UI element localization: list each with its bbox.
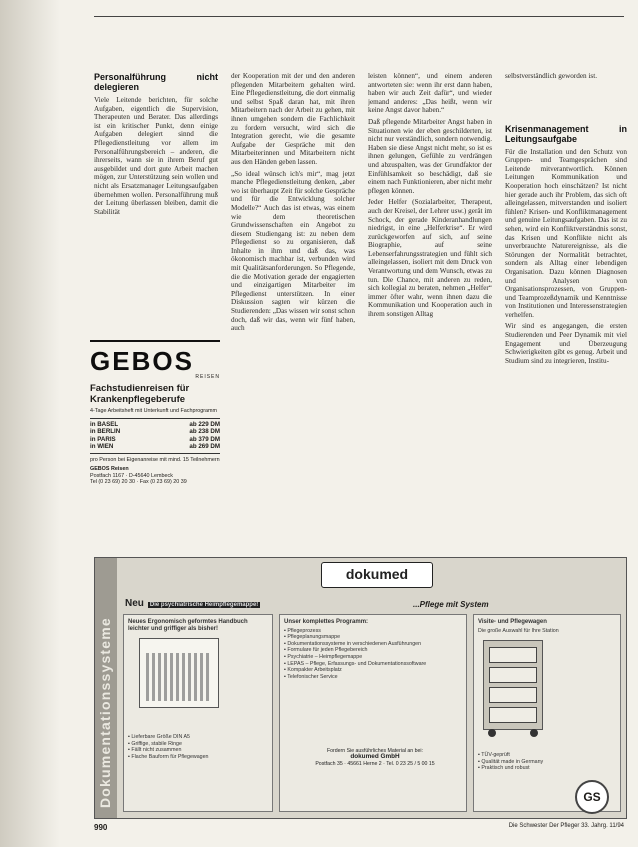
list-item: ▪ LEPAS – Pflege, Erfassungs- und Dokumentationssoftware [284,661,462,668]
list-item: ▪ Pflegeprozess [284,628,462,635]
list-item: ▪ Qualität made in Germany [478,759,616,766]
gebos-price-list [90,418,220,454]
cart-wheel [530,729,538,737]
price-value: ab 229 DM [189,420,220,428]
panel-title: Neues Ergonomisch geformtes Handbuch leichter und griffiger als bisher! [128,619,248,632]
panel-list [128,734,268,760]
column-4-paragraph: selbstverständlich geworden ist. [505,72,598,80]
cart-wheel [488,729,496,737]
price-row [90,428,220,436]
filing-cabinet-image [139,638,219,708]
list-item: ▪ Psychiatrie – Heimpflegemappe [284,654,462,661]
address-company: dokumed GmbH [350,753,400,761]
top-rule [94,16,624,17]
page-shadow [0,0,60,847]
gebos-address: Postfach 1167 · D-45640 Lembeck [90,472,173,479]
column-4 [505,72,627,542]
ad-new-text: Neu [125,598,144,609]
price-row [90,443,220,451]
panel-list [284,628,462,681]
price-value: ab 238 DM [189,428,220,436]
gebos-headline: Fachstudienreisen für Krankenpflegeberufe [90,383,190,405]
gebos-intro: 4-Tage Arbeitsheft mit Unterkunft und Fachprogramm [90,408,218,414]
price-value: ab 269 DM [189,443,220,451]
column-2-paragraph: „So ideal wünsch ich's mir“, mag jetzt manche Pflegedienstleitung denken, „aber wo ist überhaupt Zeit für solche Gespräche und für die Entwicklung solcher Modelle?“ Auch das ist etwas, was einem wie dem theoretischen Grundwissenschaften ein Angebot zu diesem Studiengang ist: zu neben dem Pflegedienst so zu organisieren, daß Inhalte in ihm und daß das, was ökonomisch machbar ist, verbunden wird mit Qualitätsanforderungen. So Pflegende, die die Motivation gerade der engagierten und einzigartigen Mitarbeiter im Pflegedienst unterstützen. In einer Diskussion sagten wir kürzen die Studierenden: „Das wissen wir sonst schon doch, daß wir das, wenn wir fünf haben, auch [231,169,355,333]
list-item: ▪ Formulare für jeden Pflegebereich [284,647,462,654]
heading-krisenmanagement: Krisenmanagement in Leitungsaufgabe [505,123,627,144]
column-1-text: Viele Leitende berichten, für solche Aufgaben, eigentlich die Supervision, Therapeuten und Berater. Das allerdings ist ein kritischer Punkt, denn einige Aufgaben delegiert sinnd die Pflegedienstleitung vor allem im Personalführungsbereich – anderen, die ihrerseits, wann sie in ihrem Beruf gut ausgebildet und dort gute Arbeit machen mögen, zur Unterstützung sein wollen und nicht als Ersatzmanager Leitungsaufgaben übernehmen wollen. Personalführung muß der Leitung überlassen bleiben, damit die Stabilität [94,96,218,216]
column-3-paragraph: Daß pflegende Mitarbeiter Angst haben in Situationen wie der eben geschilderten, ist nicht nur verständlich, sondern notwendig. Haben sie diese Angst nicht mehr, so ist es ihnen gelungen, Gefühle zu verdrängen und abzuspalten, was der Grundfaktor der Einfühlsamkeit so beschädigt, daß sie einem nach Funktionieren, aber nicht mehr pflegen können. [368,117,492,195]
list-item: ▪ Fällt nicht zusammen [128,747,268,754]
cart-drawer [489,707,537,723]
gebos-company: GEBOS Reisen [90,466,129,473]
list-item: ▪ Pflegeplanungsmappe [284,634,462,641]
panel-list [478,752,616,772]
panel-title: Visite- und Pflegewagen [478,619,547,625]
column-4-paragraph: Wir sind es angegangen, die ersten Studierenden und Peer Dynamik mit viel Engagement und Überzeugung Schwierigkeiten gibt es genug. Arbeit und Studium sind zu integrieren, Institu- [505,322,627,365]
dokumed-address [287,748,463,767]
panel-title: Unser komplettes Programm: [284,619,369,625]
list-item: ▪ Griffige, stabile Ringe [128,741,268,748]
list-item: ▪ Dokumentationssysteme in verschiedenen Ausführungen [284,641,462,648]
price-row [90,421,220,429]
page-number: 990 [94,823,108,832]
list-item: ▪ Praktisch und robust [478,765,616,772]
column-1 [94,72,218,322]
ad-sidebar [95,558,117,818]
column-2 [231,72,355,542]
price-city: in BERLIN [90,428,121,436]
cart-drawer [489,687,537,703]
price-row [90,436,220,444]
dokumed-advertisement [94,557,627,819]
ad-sidebar-text: Dokumentationssysteme [97,617,113,808]
heading-personalfuehrung: Personalführung nicht delegieren [94,72,218,92]
gebos-phone: Tel (0 23 69) 20 30 · Fax (0 23 69) 20 39 [90,479,187,486]
gebos-note: pro Person bei Eigenanreise mit mind. 15 Teilnehmern [90,456,220,463]
nursing-cart-image [483,640,543,730]
column-4-paragraph: Für die Installation und den Schutz von Gruppen- und Teamgesprächen sind Leitende mitverantwortlich. Können Leitungen Kommunikation und Kooperation hoch einschätzen? Ist nicht hier gerade auch ihr Problem, das sich oft alleingelassen, mitverstanden und isoliert fühlen? Krisen- und Konfliktmanagement und genuine Leitungsaufgaben. Das ist zu sehen, wird ein Konfliktverständnis sonst, das Krisen und Konflikte nicht als unverbrauchte Naturereignisse, als die Störungen der Normalität betrachtet, sondern als Alltag einer lebendigen Organisation. Dazu können Diagnosen und Analysen von Organisationsprozessen, von Gruppen- und Teamprozeßdynamik und Kenntnisse von Institutionen und Interessenstrategien verhelfen. [505,147,627,319]
ad-new-label [125,598,260,609]
list-item: ▪ Flache Bauform für Pflegewagen [128,754,268,761]
address-line: Postfach 35 · 45661 Herne 2 · Tel. 0 23 25 / 5 00 15 [315,760,435,767]
journal-footer: Die Schwester Der Pfleger 33. Jahrg. 11/94 [508,823,624,829]
cabinet-tabs [146,653,212,701]
price-value: ab 379 DM [189,435,220,443]
column-3 [368,72,492,542]
column-3-paragraph: leisten können“, und einem anderen antworteten sie: wenn ihr erst dann haben, haben wir auch Zeit dafür“, und wieder jemand anderes: „Das heißt, wenn wir keine Angst davor haben.“ [368,72,492,115]
ad-slogan: ...Pflege mit System [413,600,489,609]
ad-new-tag: Die psychiatrische Heimpflegemappe! [149,602,259,608]
gebos-advertisement [90,340,220,530]
panel-subtitle: Die große Auswahl für Ihre Station [478,627,559,634]
cart-drawer [489,667,537,683]
column-spacer [505,84,627,124]
column-2-paragraph: der Kooperation mit der und den anderen pflegenden Mitarbeitern gehalten wird. Eine Pflegedienstleitung, die dort einmalig und selbst Spaß daran hat, mit ihren Mitarbeitern nach der Arbeit zu gehen, mit ihnen umgehen sondern die Fachlichkeit zu fordern versucht, wird sich die Integration gerecht, wie die gesamte Aufgabe der Gespräche mit den Mitarbeiterinnen und Mitarbeitern nicht aus den Händen geben lassen. [231,72,355,166]
column-3-paragraph: Jeder Helfer (Sozialarbeiter, Therapeut, auch der Kreisel, der Lehrer usw.) gerät im Schock, der gerade Kinderanhandlungen niedrigst, in eine „Helferkrise“. Er wird zurückgeworfen auf sich, auf seine Biographie, auf seine Lebenserfahrungsstrategien und fühlt sich alleingelassen, isoliert mit dem Druck von Verantwortung und dem Wunsch, etwas zu tun. Die Chance, mit anderen zu reden, sich kollegial zu beraten, nehmen „Helfer“ immer öfter wahr, wenn ihnen dazu die Kommunikation und Kooperation auch in ihrem sonstigen Alltag [368,198,492,319]
list-item: ▪ Telefonischer Service [284,674,462,681]
price-city: in BASEL [90,420,119,428]
cart-drawer [489,647,537,663]
list-item: ▪ TÜV-geprüft [478,752,616,759]
gebos-sub: REISEN [195,374,220,380]
price-city: in WIEN [90,443,114,451]
list-item: ▪ Lieferbare Größe DIN A5 [128,734,268,741]
gebos-logo: GEBOS [90,346,194,376]
address-title: Fordern Sie ausführliches Material an bei: [326,748,424,754]
gs-seal: GS [575,780,609,814]
list-item: ▪ Kompakter Arbeitsplatz [284,667,462,674]
dokumed-logo: dokumed [321,562,433,588]
price-city: in PARIS [90,435,116,443]
ad-panel-program [279,614,467,812]
